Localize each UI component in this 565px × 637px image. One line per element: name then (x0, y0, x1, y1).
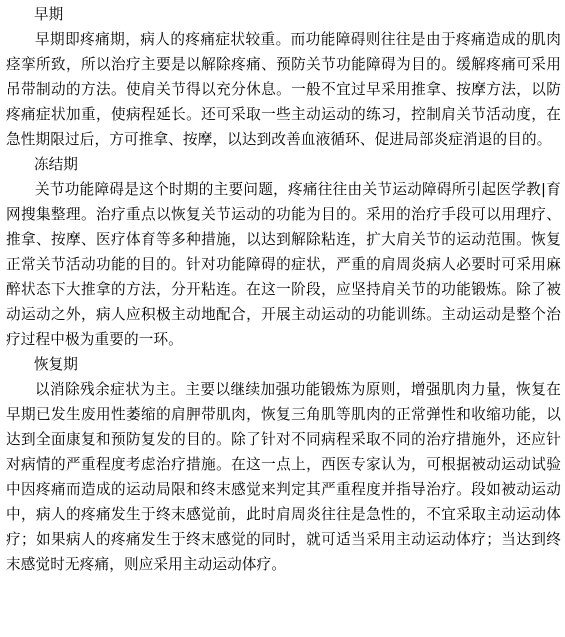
section-early (6, 2, 561, 152)
paragraph-recovery: 以消除残余症状为主。主要以继续加强功能锻炼为原则，增强肌肉力量，恢复在早期已发生废用性萎缩的肩胛带肌肉，恢复三角肌等肌肉的正常弹性和收缩功能，以达到全面康复和预防复发的目的。除了针对不同病程采取不同的治疗措施外，还应针对病情的严重程度考虑治疗措施。在这一点上，西医专家认为，可根据被动运动试验中因疼痛而造成的运动局限和终末感觉来判定其严重程度并指导治疗。段如被动运动中，病人的疼痛发生于终末感觉前，此时肩周炎往往是急性的，不宜采取主动运动体疗；如果病人的疼痛发生于终末感觉的同时，就可适当采用主动运动体疗；当达到终末感觉时无疼痛，则应采用主动运动体疗。 (6, 381, 561, 573)
section-heading-recovery: 恢复期 (34, 356, 78, 373)
section-heading-early: 早期 (34, 6, 64, 23)
paragraph-early: 早期即疼痛期，病人的疼痛症状较重。而功能障碍则往往是由于疼痛造成的肌肉痉挛所致，所以治疗主要是以解除疼痛、预防关节功能障碍为目的。缓解疼痛可采用吊带制动的方法。使肩关节得以充分休息。一般不宜过早采用推拿、按摩方法，以防疼痛症状加重，使病程延长。还可采取一些主动运动的练习，控制肩关节活动度，在急性期限过后，方可推拿、按摩，以达到改善血液循环、促进局部炎症消退的目的。 (6, 31, 561, 148)
paragraph-frozen: 关节功能障碍是这个时期的主要问题，疼痛往往由关节运动障碍所引起医学教|育网搜集整理。治疗重点以恢复关节运动的功能为目的。采用的治疗手段可以用理疗、推拿、按摩、医疗体育等多种措施，以达到解除粘连，扩大肩关节的运动范围。恢复正常关节活动功能的目的。针对功能障碍的症状，严重的肩周炎病人必要时可采用麻醉状态下大推拿的方法，分开粘连。在这一阶段，应坚持肩关节的功能锻炼。除了被动运动之外，病人应积极主动地配合，开展主动运动的功能训练。主动运动是整个治疗过程中极为重要的一环。 (6, 181, 561, 348)
section-heading-frozen: 冻结期 (34, 156, 78, 173)
document (0, 2, 565, 637)
section-frozen (6, 152, 561, 352)
section-recovery (6, 352, 561, 577)
